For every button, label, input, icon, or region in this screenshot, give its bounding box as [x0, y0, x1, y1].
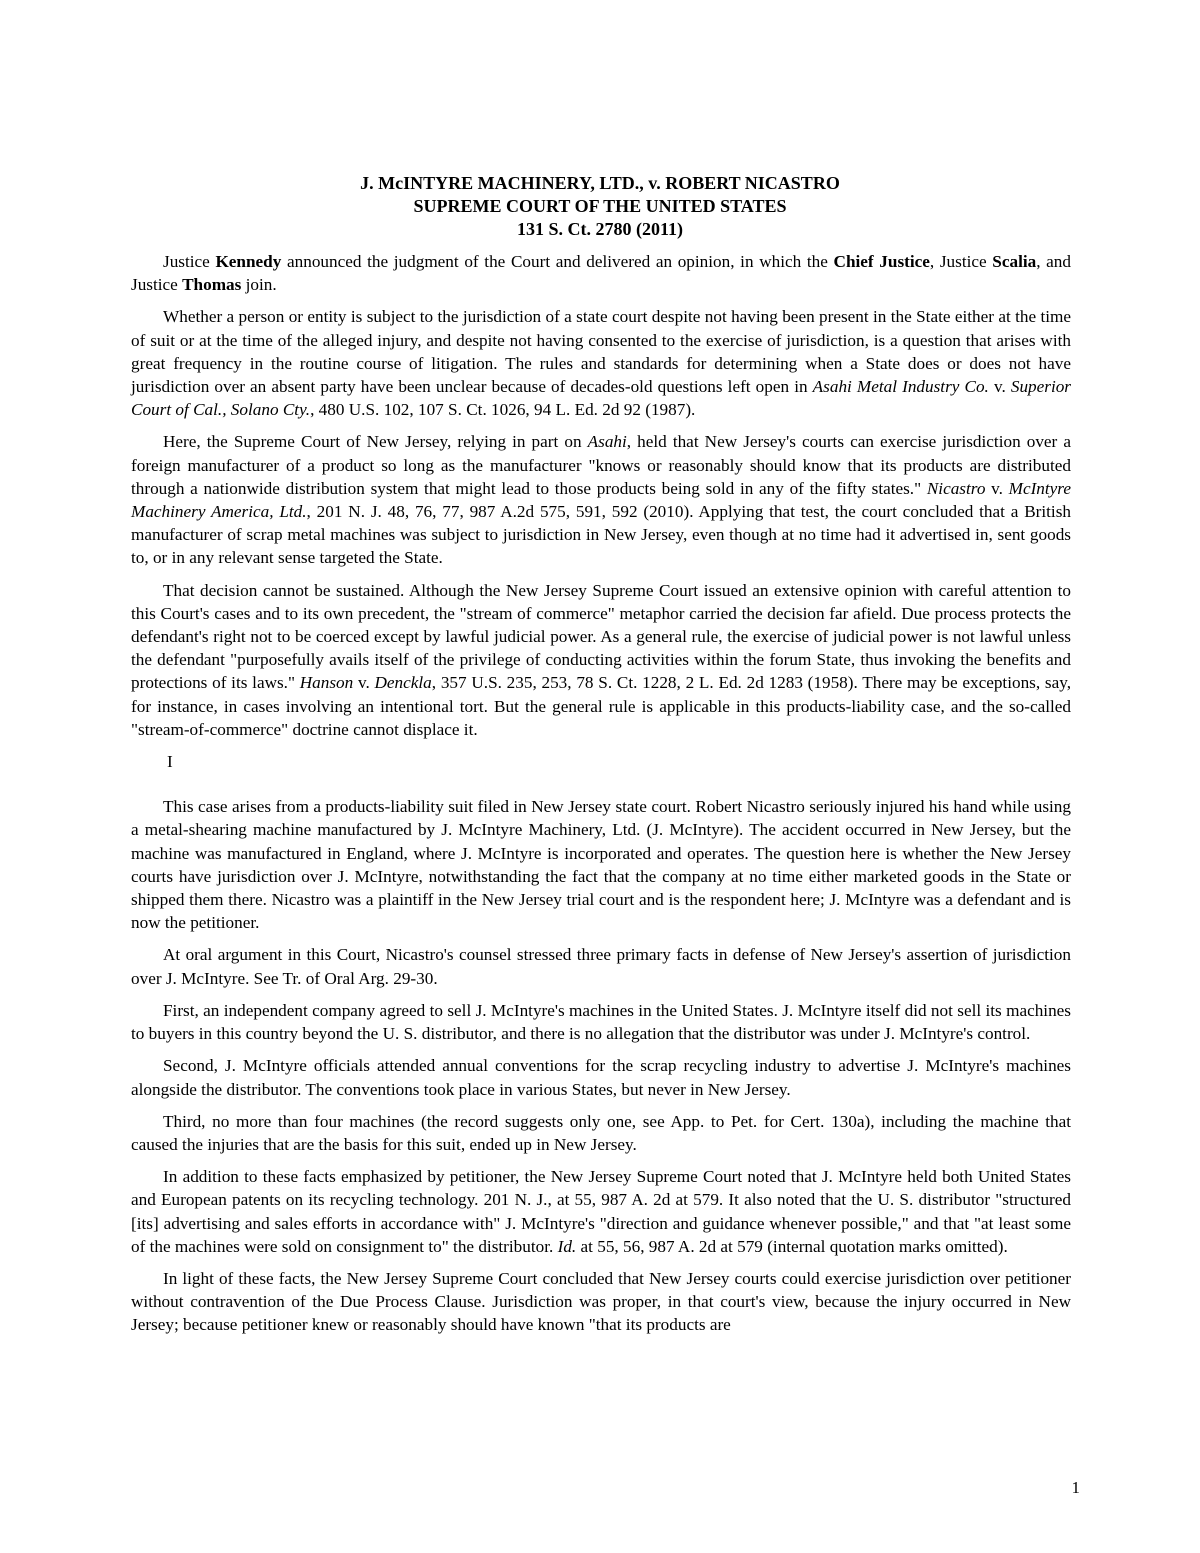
- paragraph-2: Whether a person or entity is subject to the jurisdiction of a state court despite not having been present in the State either at the time of suit or at the time of the alleged injury, and despite not having consented to the exercise of jurisdiction, is a question that arises with great frequency in the routine course of litigation. The rules and standards for determining when a State does or does not have jurisdiction over an absent party have been unclear because of decades-old questions left open in Asahi Metal Industry Co. v. Superior Court of Cal., Solano Cty., 480 U.S. 102, 107 S. Ct. 1026, 94 L. Ed. 2d 92 (1987).: [131, 307, 1071, 420]
- case-name: Superior Court of Cal., Solano Cty.: [131, 377, 1071, 420]
- case-name: Asahi Metal Industry Co.: [812, 377, 989, 397]
- paragraph-11: In light of these facts, the New Jersey Supreme Court concluded that New Jersey courts could exercise jurisdiction over petitioner without contravention of the Due Process Clause. Jurisdiction was proper, in that court's view, because the injury occurred in New Jersey; because petitioner knew or reasonably should have known "that its products are: [131, 1268, 1071, 1335]
- justice-name: Scalia: [992, 252, 1037, 271]
- paragraph-4: That decision cannot be sustained. Although the New Jersey Supreme Court issued an extensive opinion with careful attention to this Court's cases and to its own precedent, the "stream of commerce" metaphor carried the decision far afield. Due process protects the defendant's right not to be coerced except by lawful judicial power. As a general rule, the exercise of judicial power is not lawful unless the defendant "purposefully avails itself of the privilege of conducting activities within the forum State, thus invoking the benefits and protections of its laws." Hanson v. Denckla, 357 U.S. 235, 253, 78 S. Ct. 1228, 2 L. Ed. 2d 1283 (1958). There may be exceptions, say, for instance, in cases involving an intentional tort. But the general rule is applicable in this products-liability case, and the so-called "stream-of-commerce" doctrine cannot displace it.: [131, 580, 1071, 739]
- paragraph-1: Justice Kennedy announced the judgment of the Court and delivered an opinion, in which the Chief Justice, Justice Scalia, and Justice Thomas join.: [131, 252, 1071, 295]
- justice-name: Chief Justice: [833, 252, 930, 271]
- case-name: Asahi: [587, 432, 627, 452]
- section-heading: I: [167, 752, 173, 772]
- court-name: SUPREME COURT OF THE UNITED STATES: [413, 196, 787, 216]
- opinion-body: [131, 250, 1071, 1346]
- case-name: Nicastro: [926, 478, 986, 498]
- case-name: Denckla: [374, 673, 432, 693]
- case-citation: 131 S. Ct. 2780 (2011): [517, 219, 683, 239]
- justice-name: Thomas: [182, 275, 242, 295]
- case-name: Hanson: [299, 673, 354, 693]
- paragraph-9: Third, no more than four machines (the record suggests only one, see App. to Pet. for Cert. 130a), including the machine that caused the injuries that are the basis for this suit, ended up in New Jersey.: [131, 1111, 1071, 1154]
- paragraph-5: This case arises from a products-liability suit filed in New Jersey state court. Robert Nicastro seriously injured his hand while using a metal-shearing machine manufactured by J. McIntyre Machinery, Ltd. (J. McIntyre). The accident occurred in New Jersey, but the machine was manufactured in England, where J. McIntyre is incorporated and operates. The question here is whether the New Jersey courts have jurisdiction over J. McIntyre, notwithstanding the fact that the company at no time either marketed goods in the State or shipped them there. Nicastro was a plaintiff in the New Jersey trial court and is the respondent here; J. McIntyre was a defendant and is now the petitioner.: [131, 797, 1071, 933]
- paragraph-10: In addition to these facts emphasized by petitioner, the New Jersey Supreme Court noted that J. McIntyre held both United States and European patents on its recycling technology. 201 N. J., at 55, 987 A. 2d at 579. It also noted that the U. S. distributor "structured [its] advertising and sales efforts in accordance with" J. McIntyre's "direction and guidance whenever possible," and that "at least some of the machines were sold on consignment to" the distributor. Id. at 55, 56, 987 A. 2d at 579 (internal quotation marks omitted).: [131, 1167, 1071, 1256]
- paragraph-7: First, an independent company agreed to sell J. McIntyre's machines in the United States. J. McIntyre itself did not sell its machines to buyers in this country beyond the U. S. distributor, and there is no allegation that the distributor was under J. McIntyre's control.: [131, 1000, 1071, 1044]
- case-caption: [150, 172, 1050, 241]
- paragraph-6: At oral argument in this Court, Nicastro's counsel stressed three primary facts in defense of New Jersey's assertion of jurisdiction over J. McIntyre. See Tr. of Oral Arg. 29-30.: [131, 945, 1071, 988]
- paragraph-8: Second, J. McIntyre officials attended annual conventions for the scrap recycling industry to advertise J. McIntyre's machines alongside the distributor. The conventions took place in various States, but never in New Jersey.: [131, 1056, 1071, 1099]
- justice-name: Kennedy: [215, 252, 282, 271]
- citation-id: Id.: [557, 1236, 577, 1256]
- case-name: McIntyre Machinery America, Ltd.: [131, 478, 1071, 522]
- paragraph-3: Here, the Supreme Court of New Jersey, relying in part on Asahi, held that New Jersey's courts can exercise jurisdiction over a foreign manufacturer of a product so long as the manufacturer "knows or reasonably should know that its products are distributed through a nationwide distribution system that might lead to those products being sold in any of the fifty states." Nicastro v. McIntyre Machinery America, Ltd., 201 N. J. 48, 76, 77, 987 A.2d 575, 591, 592 (2010). Applying that test, the court concluded that a British manufacturer of scrap metal machines was subject to jurisdiction in New Jersey, even though at no time had it advertised in, sent goods to, or in any relevant sense targeted the State.: [131, 432, 1071, 568]
- case-title: J. McINTYRE MACHINERY, LTD., v. ROBERT NICASTRO: [360, 173, 840, 193]
- page-number: 1: [1071, 1478, 1080, 1497]
